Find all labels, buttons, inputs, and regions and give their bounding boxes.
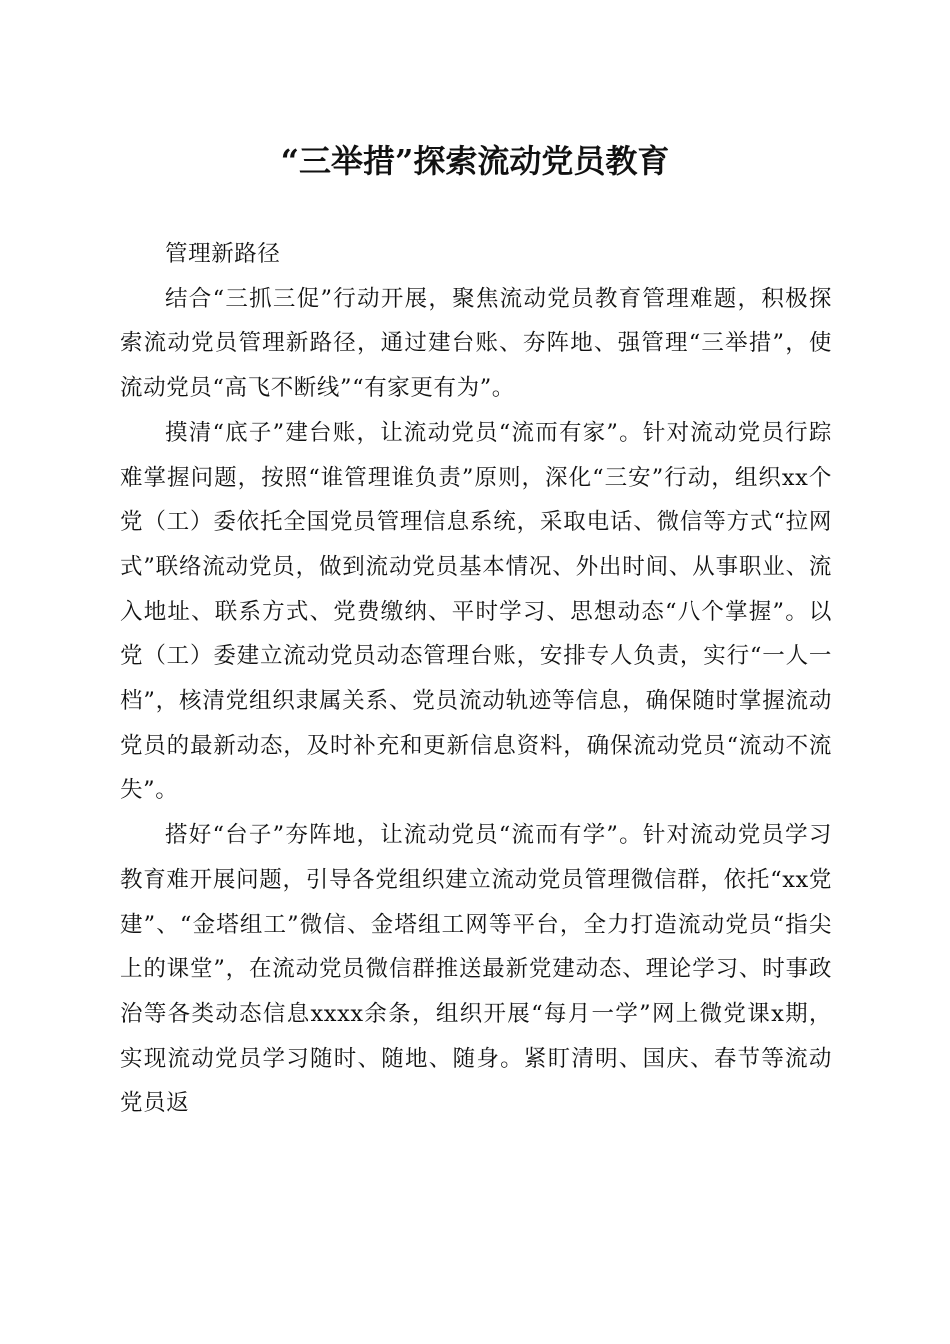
paragraph-subtitle: 管理新路径: [165, 241, 281, 267]
paragraph-platform: 搭好“台子”夯阵地，让流动党员“流而有学”。针对流动党员学习教育难开展问题，引导各党组织建立流动党员管理微信群，依托“xx党建”、“金塔组工”微信、金塔组工网等平台，全力打造流动党员“指尖上的课堂”，在流动党员微信群推送最新党建动态、理论学习、时事政治等各类动态信息xxxx余条，组织开展“每月一学”网上微党课x期，实现流动党员学习随时、随地、随身。紧盯清明、国庆、春节等流动党员返: [120, 822, 832, 1117]
document-body: [120, 232, 832, 1126]
paragraph-intro: 结合“三抓三促”行动开展，聚焦流动党员教育管理难题，积极探索流动党员管理新路径，通过建台账、夯阵地、强管理“三举措”，使流动党员“高飞不断线”“有家更有为”。: [120, 285, 832, 402]
paragraph-ledger: 摸清“底子”建台账，让流动党员“流而有家”。针对流动党员行踪难掌握问题，按照“谁管理谁负责”原则，深化“三安”行动，组织xx个党（工）委依托全国党员管理信息系统，采取电话、微信等方式“拉网式”联络流动党员，做到流动党员基本情况、外出时间、从事职业、流入地址、联系方式、党费缴纳、平时学习、思想动态“八个掌握”。以党（工）委建立流动党员动态管理台账，安排专人负责，实行“一人一档”，核清党组织隶属关系、党员流动轨迹等信息，确保随时掌握流动党员的最新动态，及时补充和更新信息资料，确保流动党员“流动不流失”。: [120, 419, 832, 804]
document-title: “三举措”探索流动党员教育: [280, 142, 670, 180]
